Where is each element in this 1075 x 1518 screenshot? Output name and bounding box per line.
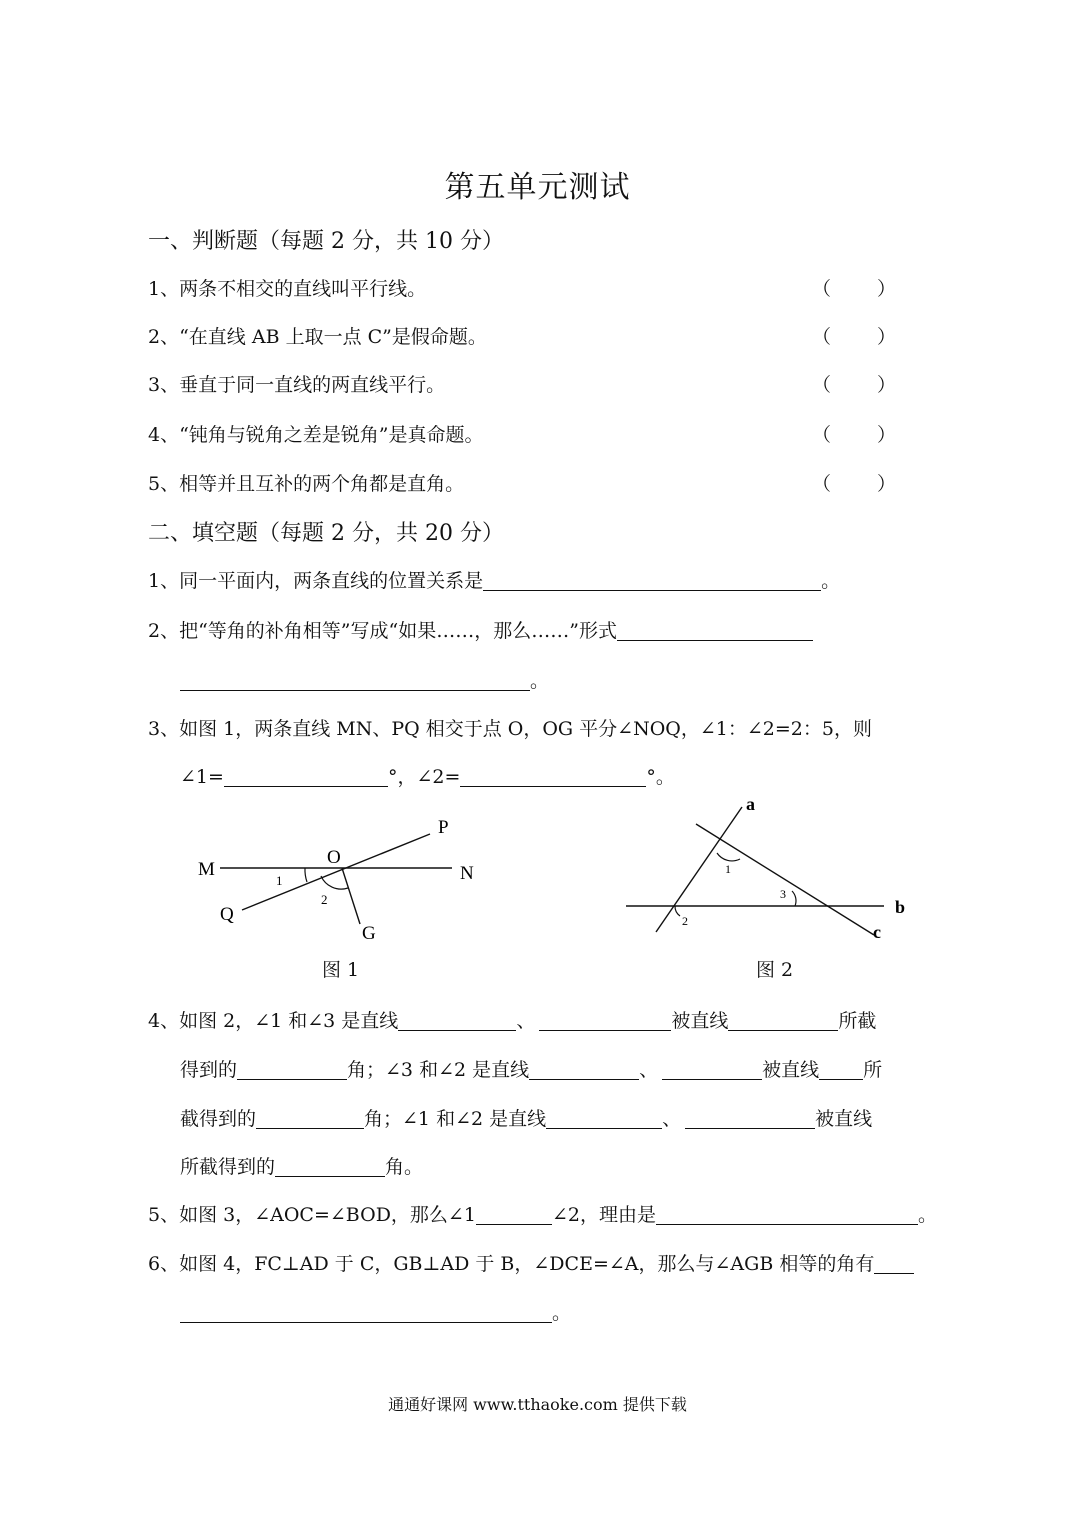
fill-question-3: 3、如图 1，两条直线 MN、PQ 相交于点 O，OG 平分∠NOQ，∠1：∠2=2：5，则 xyxy=(148,718,872,740)
label-angle-1: 1 xyxy=(276,873,283,888)
answer-blank[interactable] xyxy=(180,670,530,691)
angle-3-arc xyxy=(792,891,796,906)
label-angle-1: 1 xyxy=(725,862,731,876)
answer-blank[interactable] xyxy=(728,1010,838,1031)
judge-answer-2[interactable] xyxy=(812,322,896,349)
judge-item-4: 4、“钝角与锐角之差是锐角”是真命题。 xyxy=(148,424,484,446)
paren-open: （ xyxy=(812,374,832,396)
answer-blank[interactable] xyxy=(617,620,813,641)
section-fill-heading: 二、填空题（每题 2 分，共 20 分） xyxy=(148,521,504,546)
figure-2 xyxy=(620,795,920,945)
page-title: 第五单元测试 xyxy=(444,170,631,205)
label-q: Q xyxy=(220,904,234,925)
answer-blank[interactable] xyxy=(224,766,388,787)
question-text: 2、把“等角的补角相等”写成“如果……，那么……”形式 xyxy=(148,620,617,642)
answer-blank[interactable] xyxy=(483,570,821,591)
question-text: 角；∠1 和∠2 是直线 xyxy=(364,1108,547,1130)
label-o: O xyxy=(327,847,341,868)
paren-close: ） xyxy=(876,374,896,396)
angle-1-arc xyxy=(305,868,307,882)
separator: 、 xyxy=(516,1010,536,1032)
answer-blank[interactable] xyxy=(685,1108,815,1129)
label-angle-3: 3 xyxy=(780,887,786,901)
fill-question-5 xyxy=(148,1200,937,1227)
question-text: 4、如图 2，∠1 和∠3 是直线 xyxy=(148,1010,399,1032)
question-end: 。 xyxy=(821,570,841,592)
answer-blank[interactable] xyxy=(662,1059,762,1080)
label-p: P xyxy=(438,817,449,838)
angle1-label: ∠1= xyxy=(180,766,224,788)
label-angle-2: 2 xyxy=(321,892,328,907)
answer-blank[interactable] xyxy=(256,1108,364,1129)
judge-answer-4[interactable] xyxy=(812,420,896,447)
fill-question-3-cont xyxy=(180,762,675,789)
label-n: N xyxy=(460,863,474,884)
paren-close: ） xyxy=(876,278,896,300)
ray-og xyxy=(342,868,360,924)
fill-question-2 xyxy=(148,616,813,643)
answer-blank[interactable] xyxy=(237,1059,347,1080)
answer-blank[interactable] xyxy=(398,1010,516,1031)
judge-answer-3[interactable] xyxy=(812,370,896,397)
paren-close: ） xyxy=(876,473,896,495)
angle-2-arc xyxy=(321,876,348,889)
judge-item-5: 5、相等并且互补的两个角都是直角。 xyxy=(148,473,465,495)
fill-question-4-line-1 xyxy=(148,1006,876,1033)
angle-1-arc xyxy=(717,853,740,861)
judge-answer-5[interactable] xyxy=(812,469,896,496)
question-end: °。 xyxy=(646,766,675,788)
fill-question-6-cont xyxy=(180,1298,571,1325)
answer-blank[interactable] xyxy=(656,1204,918,1225)
question-text: 所 xyxy=(863,1059,883,1081)
question-text: 得到的 xyxy=(180,1059,238,1081)
judge-item-1: 1、两条不相交的直线叫平行线。 xyxy=(148,278,427,300)
fill-question-4-line-2 xyxy=(180,1055,882,1082)
answer-blank[interactable] xyxy=(275,1156,385,1177)
question-text: 被直线 xyxy=(671,1010,729,1032)
label-b: b xyxy=(895,897,906,917)
label-angle-2: 2 xyxy=(682,914,688,928)
paren-open: （ xyxy=(812,326,832,348)
fill-question-4-line-4 xyxy=(180,1152,423,1179)
question-text: 6、如图 4，FC⊥AD 于 C，GB⊥AD 于 B，∠DCE=∠A，那么与∠AGB 相等的角有 xyxy=(148,1253,875,1275)
answer-blank[interactable] xyxy=(874,1253,914,1274)
angle-2-arc xyxy=(675,906,680,916)
figure-1-caption: 图 1 xyxy=(322,959,360,981)
label-g: G xyxy=(362,923,376,944)
paren-close: ） xyxy=(876,424,896,446)
question-text: 1、同一平面内，两条直线的位置关系是 xyxy=(148,570,484,592)
figure-2-caption: 图 2 xyxy=(756,959,794,981)
paren-open: （ xyxy=(812,473,832,495)
separator: 、 xyxy=(662,1108,682,1130)
answer-blank[interactable] xyxy=(539,1010,671,1031)
judge-item-2: 2、“在直线 AB 上取一点 C”是假命题。 xyxy=(148,326,487,348)
line-c xyxy=(696,824,874,935)
question-end: 。 xyxy=(917,1204,937,1226)
figure-1 xyxy=(190,812,490,947)
question-end: 。 xyxy=(552,1302,572,1324)
paren-open: （ xyxy=(812,278,832,300)
fill-question-2-cont xyxy=(180,666,549,693)
angle2-label: °，∠2= xyxy=(387,766,461,788)
question-text: 角；∠3 和∠2 是直线 xyxy=(347,1059,530,1081)
answer-blank[interactable] xyxy=(529,1059,639,1080)
label-a: a xyxy=(746,794,755,814)
fill-question-1 xyxy=(148,566,840,593)
fill-question-6 xyxy=(148,1249,914,1276)
section-judge-heading: 一、判断题（每题 2 分，共 10 分） xyxy=(148,229,504,254)
line-pq xyxy=(242,834,430,910)
question-text: 所截得到的 xyxy=(180,1156,276,1178)
question-end: 。 xyxy=(530,670,550,692)
question-text: 5、如图 3，∠AOC=∠BOD，那么∠1 xyxy=(148,1204,476,1226)
judge-answer-1[interactable] xyxy=(812,274,896,301)
question-text: 角。 xyxy=(385,1156,424,1178)
question-text: 所截 xyxy=(838,1010,877,1032)
paren-close: ） xyxy=(876,326,896,348)
fill-question-4-line-3 xyxy=(180,1104,872,1131)
footer-credit: 通通好课网 www.tthaoke.com 提供下载 xyxy=(388,1395,687,1414)
answer-blank[interactable] xyxy=(476,1204,552,1225)
question-text: 被直线 xyxy=(815,1108,873,1130)
question-text: 被直线 xyxy=(762,1059,820,1081)
label-m: M xyxy=(198,859,215,880)
judge-item-3: 3、垂直于同一直线的两直线平行。 xyxy=(148,374,446,396)
question-text: 截得到的 xyxy=(180,1108,257,1130)
answer-blank[interactable] xyxy=(546,1108,662,1129)
label-c: c xyxy=(873,922,881,942)
question-text: ∠2，理由是 xyxy=(551,1204,656,1226)
answer-blank[interactable] xyxy=(180,1302,552,1323)
answer-blank[interactable] xyxy=(460,766,646,787)
separator: 、 xyxy=(639,1059,659,1081)
answer-blank[interactable] xyxy=(819,1059,863,1080)
paren-open: （ xyxy=(812,424,832,446)
